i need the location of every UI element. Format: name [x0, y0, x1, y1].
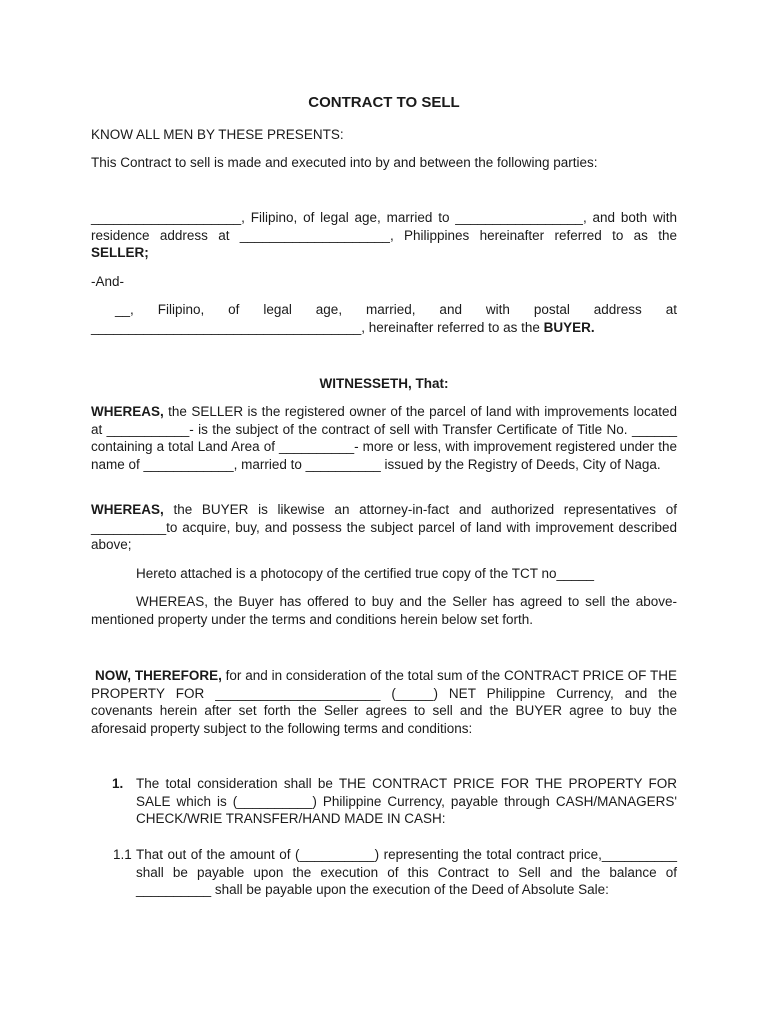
hereto-paragraph: Hereto attached is a photocopy of the certified true copy of the TCT no_____	[136, 566, 595, 581]
and-separator: -And-	[91, 274, 125, 289]
clause-1-text: The total consideration shall be THE CONTRACT PRICE FOR THE PROPERTY FOR SALE which is (__________) Philippine Currency, payable through CASH/MANAGERS' CHECK/WRIE TRANSFER/HAND MADE IN CASH:	[136, 776, 677, 827]
seller-paragraph	[91, 209, 677, 262]
whereas-paragraph-1	[91, 403, 677, 473]
seller-text: ____________________, Filipino, of legal age, married to _________________, and both with residence address at ____________________, Philippines hereinafter referred to as the	[91, 210, 677, 243]
clause-1-1	[113, 846, 677, 899]
whereas-1-lead: WHEREAS,	[91, 404, 164, 419]
clause-1-1-number: 1.1	[113, 847, 132, 862]
seller-label: SELLER;	[91, 245, 149, 261]
clause-1	[112, 775, 677, 828]
intro-made: This Contract to sell is made and executed into by and between the following parties:	[91, 155, 598, 170]
clause-1-1-text: That out of the amount of (__________) representing the total contract price,__________ shall be payable upon the execution of this Contract to Sell and the balance of __________ shall be payable upon the execution of the Deed of Absolute Sale:	[136, 847, 677, 898]
document-title: CONTRACT TO SELL	[308, 94, 460, 111]
now-therefore-lead: NOW, THEREFORE,	[95, 668, 222, 683]
buyer-line-1: __, Filipino, of legal age, married, and with postal address at	[115, 302, 677, 317]
buyer-line-2-text: ____________________________________, hereinafter referred to as the	[91, 319, 540, 335]
whereas-paragraph-2	[91, 501, 677, 554]
clause-1-number: 1.	[112, 776, 124, 791]
witnesseth-heading: WITNESSETH, That:	[319, 376, 449, 391]
buyer-paragraph	[91, 301, 677, 336]
buyer-label: BUYER.	[543, 319, 595, 335]
whereas-2-lead: WHEREAS,	[91, 502, 164, 517]
now-therefore-text: for and in consideration of the total sum of the CONTRACT PRICE OF THE PROPERTY FOR ______________________ (_____) NET Philippine Currency, and the covenants herein after set forth the Seller agrees to sell and the BUYER agree to buy the aforesaid property subject to the following terms and conditions:	[91, 668, 677, 736]
buyer-line-2	[91, 319, 677, 337]
whereas-1-text: the SELLER is the registered owner of the parcel of land with improvements located at ___________- is the subject of the contract of sell with Transfer Certificate of Title No. ______ containing a total Land Area of __________- more or less, with improvement registered under the name of ____________, married to __________ issued by the Registry of Deeds, City of Naga.	[91, 404, 677, 472]
intro-know-all: KNOW ALL MEN BY THESE PRESENTS:	[91, 127, 344, 142]
now-therefore-paragraph	[91, 667, 677, 737]
whereas-paragraph-3: WHEREAS, the Buyer has offered to buy and the Seller has agreed to sell the above-mentioned property under the terms and conditions herein below set forth.	[91, 594, 677, 627]
whereas-2-text: the BUYER is likewise an attorney-in-fact and authorized representatives of __________to acquire, buy, and possess the subject parcel of land with improvement described above;	[91, 502, 677, 553]
